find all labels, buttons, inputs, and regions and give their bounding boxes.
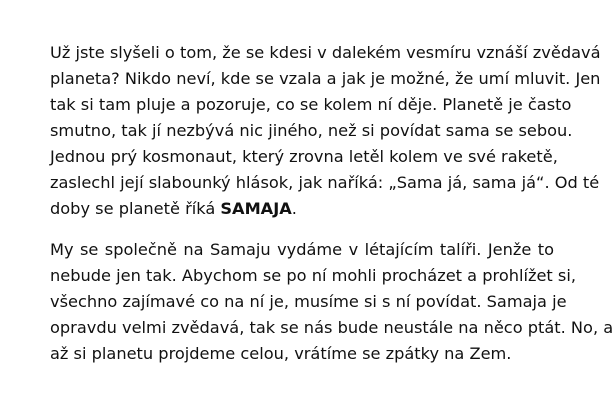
text-line: Už jste slyšeli o tom, že se kdesi v dalekém vesmíru vznáší zvědavá xyxy=(50,43,601,62)
paragraph-intro xyxy=(50,40,601,222)
text-line-last: až si planetu projdeme celou, vrátíme se zpátky na Zem. xyxy=(50,344,512,363)
text-line: smutno, tak jí nezbývá nic jiného, než si povídat sama se sebou. xyxy=(50,121,573,140)
text-line: My se společně na Samaju vydáme v létajícím talíři. Jenže to xyxy=(50,240,554,259)
text-line: nebude jen tak. Abychom se po ní mohli procházet a prohlížet si, xyxy=(50,266,576,285)
text-line: planeta? Nikdo neví, kde se vzala a jak je možné, že umí mluvit. Jen xyxy=(50,69,601,88)
planet-name-bold: SAMAJA xyxy=(220,199,292,218)
paragraph-journey xyxy=(50,237,613,367)
text-line: Jednou prý kosmonaut, který zrovna letěl kolem ve své raketě, xyxy=(50,147,558,166)
text-line: opravdu velmi zvědavá, tak se nás bude neustále na něco ptát. No, a xyxy=(50,318,613,337)
text-line: všechno zajímavé co na ní je, musíme si s ní povídat. Samaja je xyxy=(50,292,567,311)
text-fragment: . xyxy=(291,199,297,218)
text-line: tak si tam pluje a pozoruje, co se kolem ní děje. Planetě je často xyxy=(50,95,572,114)
text-line: zaslechl její slabounký hlások, jak naříká: „Sama já, sama já“. Od té xyxy=(50,173,600,192)
text-line-last xyxy=(50,196,554,222)
text-fragment: doby se planetě říká xyxy=(50,199,221,218)
